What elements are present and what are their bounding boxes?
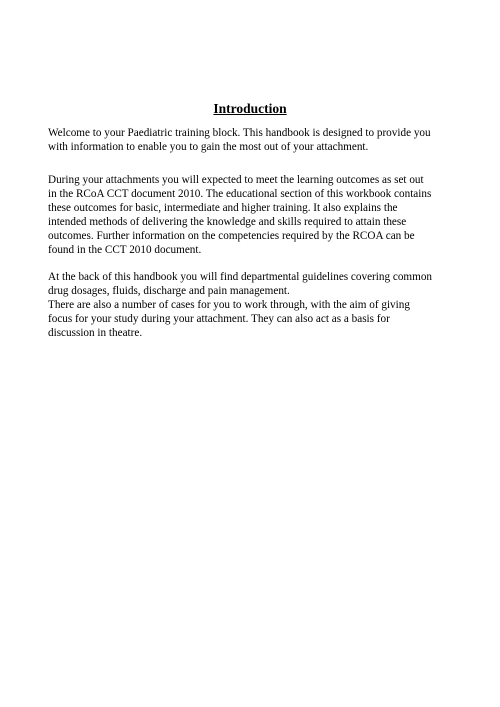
paragraph-line: found in the CCT 2010 document. xyxy=(48,244,202,256)
paragraph-line: discussion in theatre. xyxy=(48,327,143,339)
page-title: Introduction xyxy=(213,101,287,116)
paragraph-line: focus for your study during your attachment. They can also act as a basis for xyxy=(48,313,390,325)
intro-paragraph-welcome xyxy=(48,126,462,154)
paragraph-line: intended methods of delivering the knowledge and skills required to attain these xyxy=(48,216,407,228)
paragraph-line: During your attachments you will expected to meet the learning outcomes as set out xyxy=(48,174,424,186)
intro-paragraph-guidelines xyxy=(48,270,462,340)
paragraph-line: drug dosages, fluids, discharge and pain management. xyxy=(48,285,290,297)
paragraph-line: At the back of this handbook you will find departmental guidelines covering common xyxy=(48,271,433,283)
paragraph-line: with information to enable you to gain the most out of your attachment. xyxy=(48,141,369,153)
paragraph-line: these outcomes for basic, intermediate and higher training. It also explains the xyxy=(48,202,398,214)
paragraph-line: outcomes. Further information on the competencies required by the RCOA can be xyxy=(48,230,415,242)
paragraph-line: in the RCoA CCT document 2010. The educational section of this workbook contains xyxy=(48,188,432,200)
intro-paragraph-learning-outcomes xyxy=(48,173,462,257)
paragraph-line: There are also a number of cases for you to work through, with the aim of giving xyxy=(48,299,410,311)
paragraph-line: Welcome to your Paediatric training block. This handbook is designed to provide you xyxy=(48,127,431,139)
